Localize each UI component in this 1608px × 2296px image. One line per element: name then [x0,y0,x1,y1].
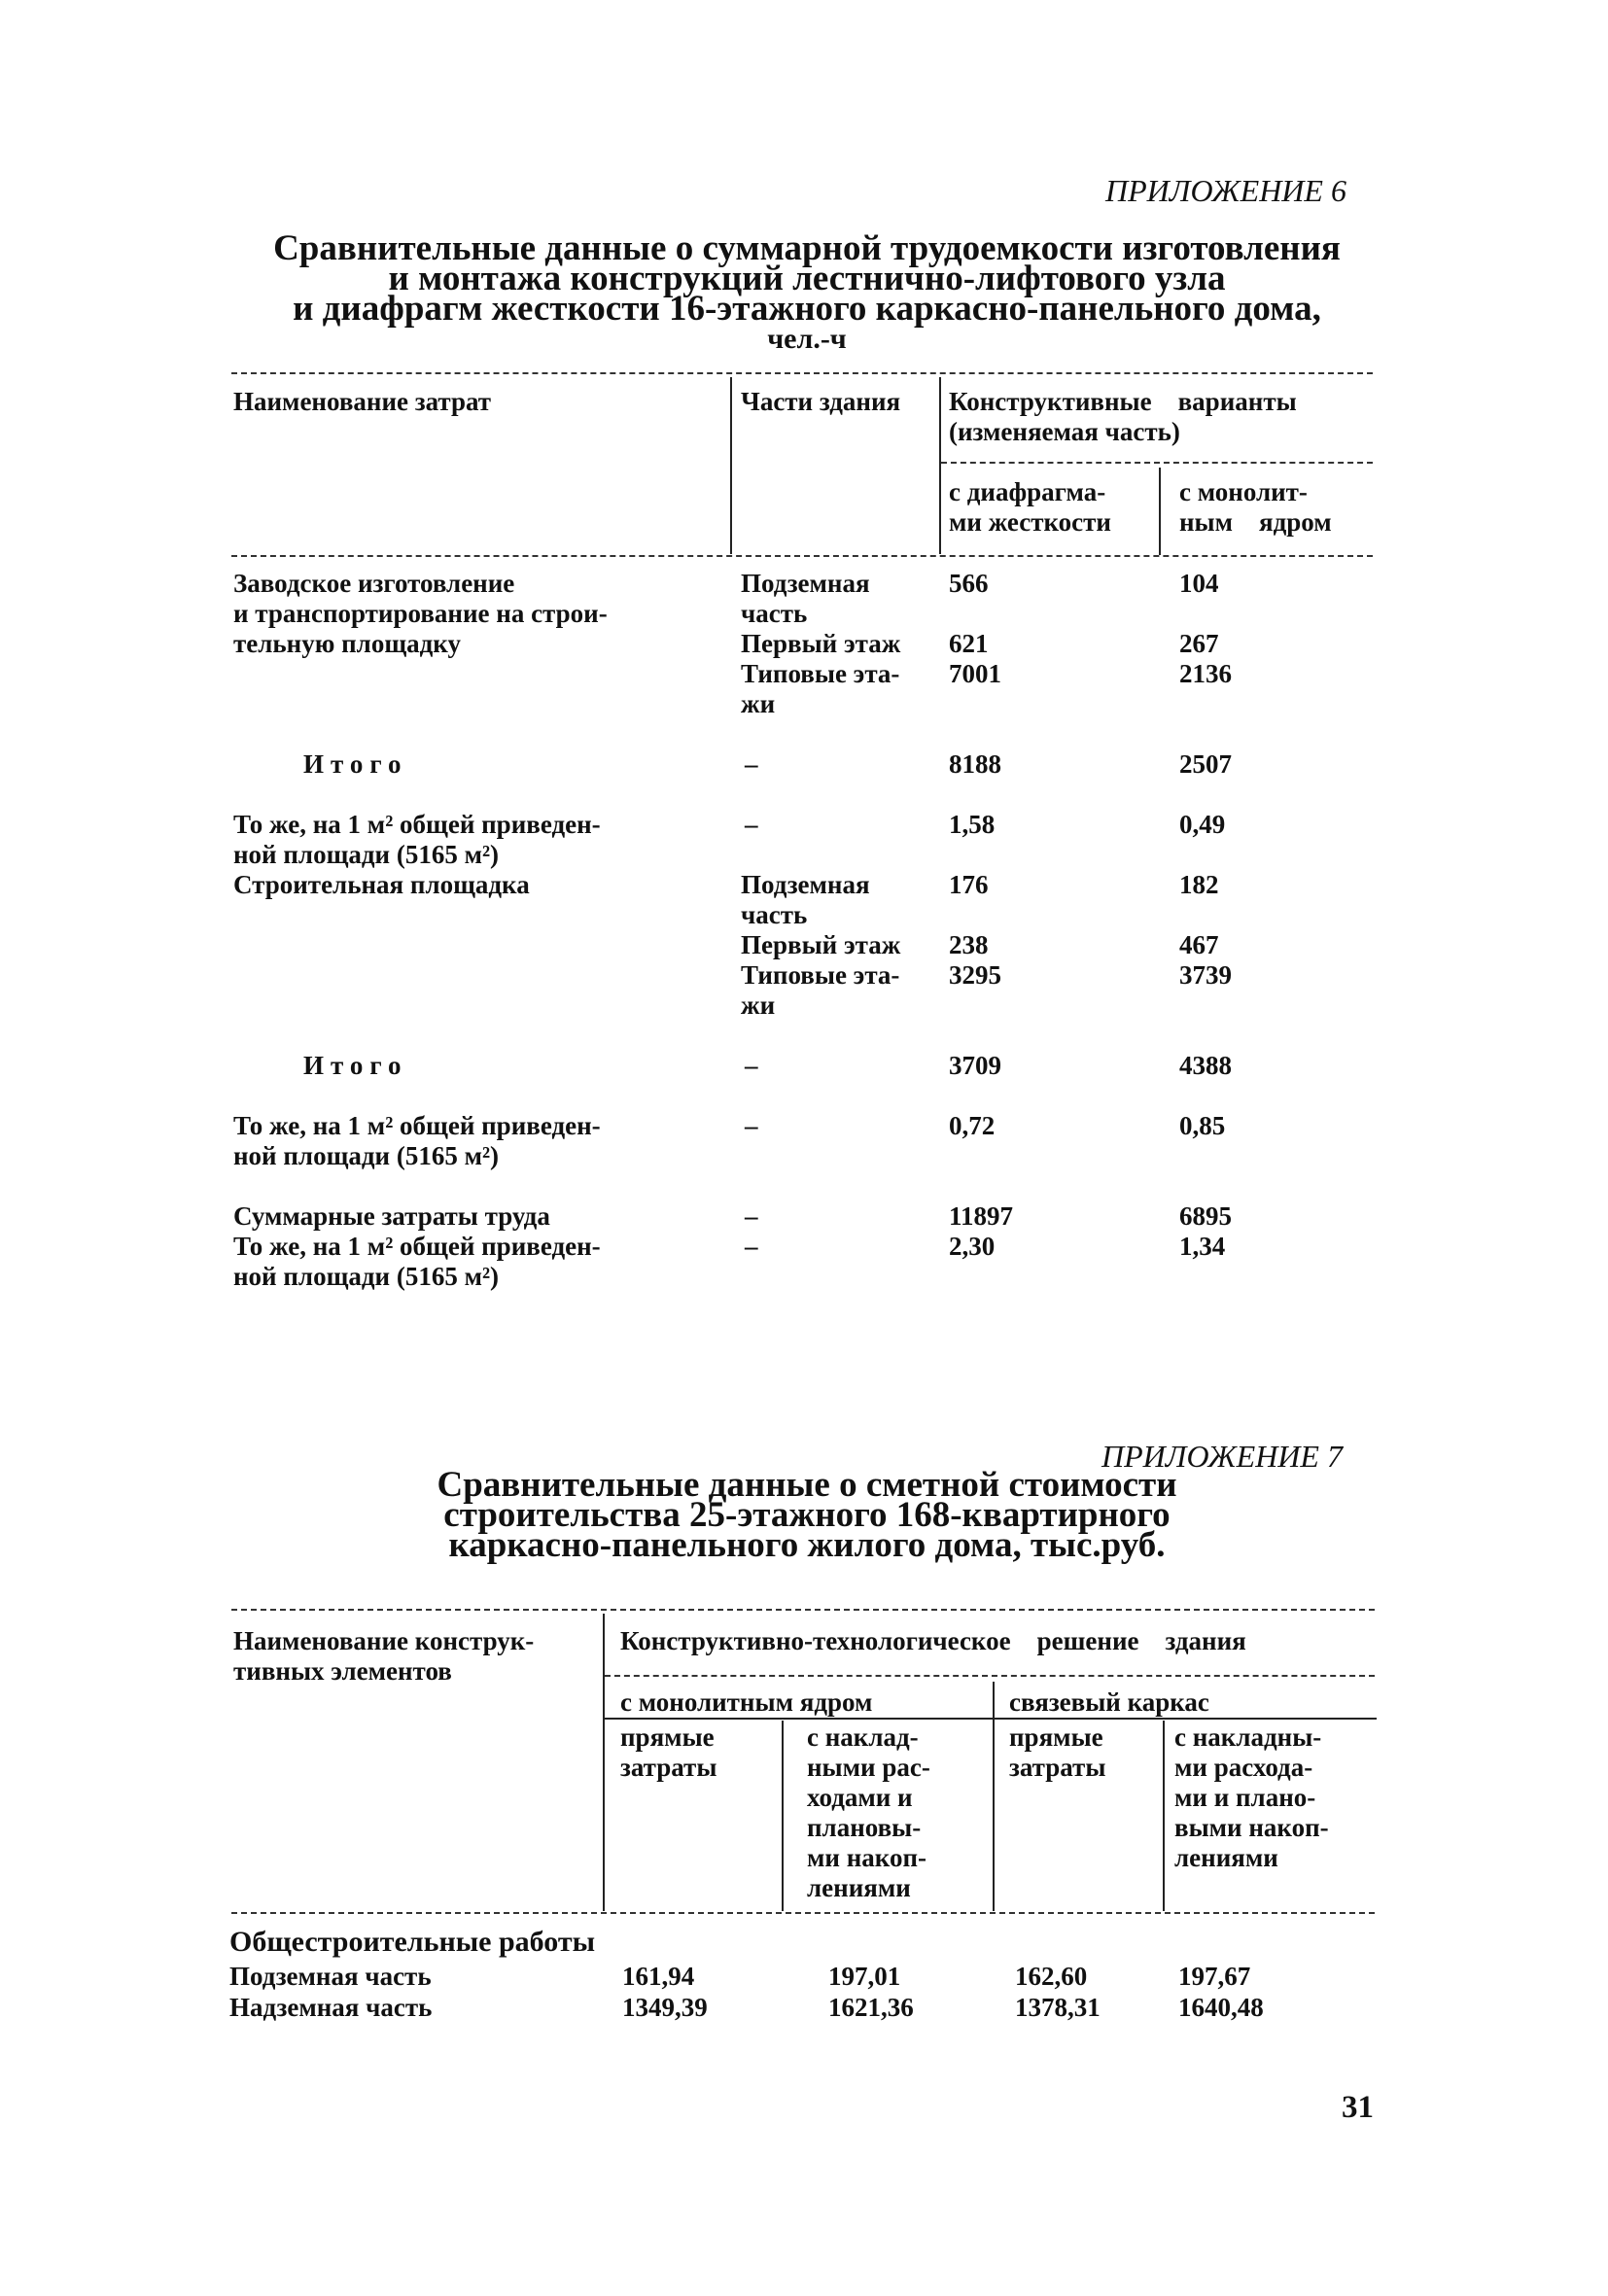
header-line: затраты [620,1753,717,1782]
table-cell-value: 2,30 [949,1232,996,1261]
cell-line: Подземная [741,870,870,899]
table-cell-value: 621 [949,629,989,658]
title-line: и диафрагм жесткости 16-этажного каркасно-панельного дома, [293,289,1321,329]
column-header-with-overhead [1174,1722,1329,1873]
header-line: ходами и [807,1783,913,1812]
table-cell-value: 566 [949,569,989,598]
table-cell-value: 3739 [1179,960,1232,990]
table-cell-part: Первый этаж [741,930,901,959]
table-cell-value: 104 [1179,569,1219,598]
cell-line: и транспортирование на строи- [233,599,608,628]
cell-line: ной площади (5165 м²) [233,840,500,869]
subgroup-rule [605,1718,1377,1720]
column-divider [939,377,941,554]
column-divider [730,377,732,554]
column-header-elements [233,1626,534,1687]
section-general-construction: Общестроительные работы [229,1926,596,1958]
row-name-per-m2 [233,1111,601,1171]
appendix-6-label: ПРИЛОЖЕНИЕ 6 [1105,173,1346,208]
header-line: с наклад- [807,1722,919,1752]
title-line: чел.-ч [767,323,847,355]
table-cell-value: 4388 [1179,1051,1232,1080]
table-cell-value: 1,58 [949,810,996,839]
row-name-total-labor: Суммарные затраты труда [233,1201,550,1231]
column-divider [993,1682,995,1911]
page-number: 31 [1342,2090,1374,2125]
appendix-7-label: ПРИЛОЖЕНИЕ 7 [1101,1439,1343,1474]
table-cell-value: 1378,31 [1015,1993,1101,2022]
cell-line: часть [741,900,808,929]
cell-line: Типовые эта- [741,659,900,688]
row-name-factory [233,569,608,659]
row-name-aboveground: Надземная часть [229,1993,433,2022]
header-line: (изменяемая часть) [949,417,1180,446]
table-cell-part: – [745,1201,758,1231]
row-name-per-m2 [233,1232,601,1292]
header-line: затраты [1009,1753,1106,1782]
cell-line: жи [741,689,776,718]
header-line: ми накоп- [807,1843,927,1872]
column-divider [603,1614,605,1911]
cell-line: Заводское изготовление [233,569,515,598]
header-line: Конструктивные варианты [949,387,1297,416]
table-cell-value: 11897 [949,1201,1014,1231]
table-cell-part [741,569,870,629]
title-line: Сравнительные данные о суммарной трудоемкости изготовления [273,228,1341,268]
table-cell-value: 8188 [949,749,1001,779]
table-cell-value: 238 [949,930,989,959]
column-divider [1159,468,1161,555]
title-line: каркасно-панельного жилого дома, тыс.руб. [448,1525,1166,1565]
table-cell-value: 1,34 [1179,1232,1226,1261]
table-cell-value: 3709 [949,1051,1001,1080]
header-line: выми накоп- [1174,1813,1329,1842]
header-line: тивных элементов [233,1656,452,1686]
row-name-total: Итого [303,1051,408,1080]
header-line: прямые [1009,1722,1103,1752]
table-cell-value: 161,94 [622,1962,695,1991]
table-cell-value: 1621,36 [828,1993,914,2022]
table-cell-part: Первый этаж [741,629,901,658]
table-cell-value: 0,49 [1179,810,1226,839]
table-cell-value: 3295 [949,960,1001,990]
table-cell-part: – [745,810,758,839]
column-header-direct-costs [1009,1722,1105,1783]
header-line: Наименование конструк- [233,1626,535,1655]
table-cell-value: 0,85 [1179,1111,1226,1140]
table-cell-value: 0,72 [949,1111,996,1140]
table-cell-value: 162,60 [1015,1962,1088,1991]
row-name-construction-site: Строительная площадка [233,870,530,899]
header-line: лениями [1174,1843,1278,1872]
header-line: ным ядром [1179,507,1332,537]
table-cell-value: 197,67 [1178,1962,1251,1991]
table-top-rule [231,372,1373,374]
header-line: ми жесткости [949,507,1111,537]
header-line: ми и плано- [1174,1783,1316,1812]
column-header-solution: Конструктивно-технологическое решение здания [620,1626,1246,1655]
table-cell-value: 7001 [949,659,1001,688]
title-line: Сравнительные данные о сметной стоимости [437,1465,1177,1505]
table-top-rule [231,1609,1375,1611]
table-cell-value: 2136 [1179,659,1232,688]
header-line: с монолит- [1179,477,1308,506]
table-cell-value: 176 [949,870,989,899]
row-name-total: Итого [303,749,408,779]
table-cell-value: 2507 [1179,749,1232,779]
table-cell-part [741,870,870,930]
table-cell-value: 1640,48 [1178,1993,1264,2022]
column-header-monolithic-core [1179,477,1332,538]
cell-line: жи [741,991,776,1020]
table-header-rule [231,1912,1375,1914]
cell-line: То же, на 1 м² общей приведен- [233,1111,601,1140]
header-line: ми расхода- [1174,1753,1313,1782]
cell-line: ной площади (5165 м²) [233,1141,500,1170]
appendix-7-title [321,1465,1293,1565]
column-header-braced-frame: связевый каркас [1009,1687,1209,1717]
table-cell-value: 197,01 [828,1962,901,1991]
row-name-per-m2 [233,810,601,870]
column-divider [782,1721,784,1911]
title-line: и монтажа конструкций лестнично-лифтового узла [388,259,1226,298]
header-line: прямые [620,1722,715,1752]
table-header-rule [231,555,1373,557]
cell-line: Типовые эта- [741,960,900,990]
subheader-rule [941,462,1373,464]
cell-line: ной площади (5165 м²) [233,1262,500,1291]
appendix-6-title [194,228,1419,355]
table-cell-part: – [745,1232,758,1261]
table-cell-value: 6895 [1179,1201,1232,1231]
column-header-direct-costs [620,1722,717,1783]
table-cell-value: 182 [1179,870,1219,899]
column-header-building-parts: Части здания [741,387,901,416]
table-cell-value: 1349,39 [622,1993,708,2022]
cell-line: То же, на 1 м² общей приведен- [233,810,601,839]
header-line: ными рас- [807,1753,930,1782]
table-cell-part [741,659,899,719]
header-line: лениями [807,1873,911,1902]
header-line: с диафрагма- [949,477,1106,506]
cell-line: Подземная [741,569,870,598]
cell-line: То же, на 1 м² общей приведен- [233,1232,601,1261]
column-header-variants [949,387,1297,447]
cell-line: часть [741,599,808,628]
header-line: с накладны- [1174,1722,1322,1752]
table-cell-value: 467 [1179,930,1219,959]
table-cell-part: – [745,1051,758,1080]
row-name-underground: Подземная часть [229,1962,432,1991]
title-line: строительства 25-этажного 168-квартирного [443,1495,1171,1535]
header-line: плановы- [807,1813,922,1842]
column-header-with-overhead [807,1722,930,1903]
table-cell-part [741,960,899,1021]
column-header-diaphragms [949,477,1111,538]
cell-line: тельную площадку [233,629,461,658]
column-header-costs: Наименование затрат [233,387,492,416]
column-divider [1163,1721,1165,1911]
table-cell-value: 267 [1179,629,1219,658]
group-rule [605,1675,1375,1677]
table-cell-part: – [745,749,758,779]
table-cell-part: – [745,1111,758,1140]
column-header-monolithic-core: с монолитным ядром [620,1687,873,1717]
